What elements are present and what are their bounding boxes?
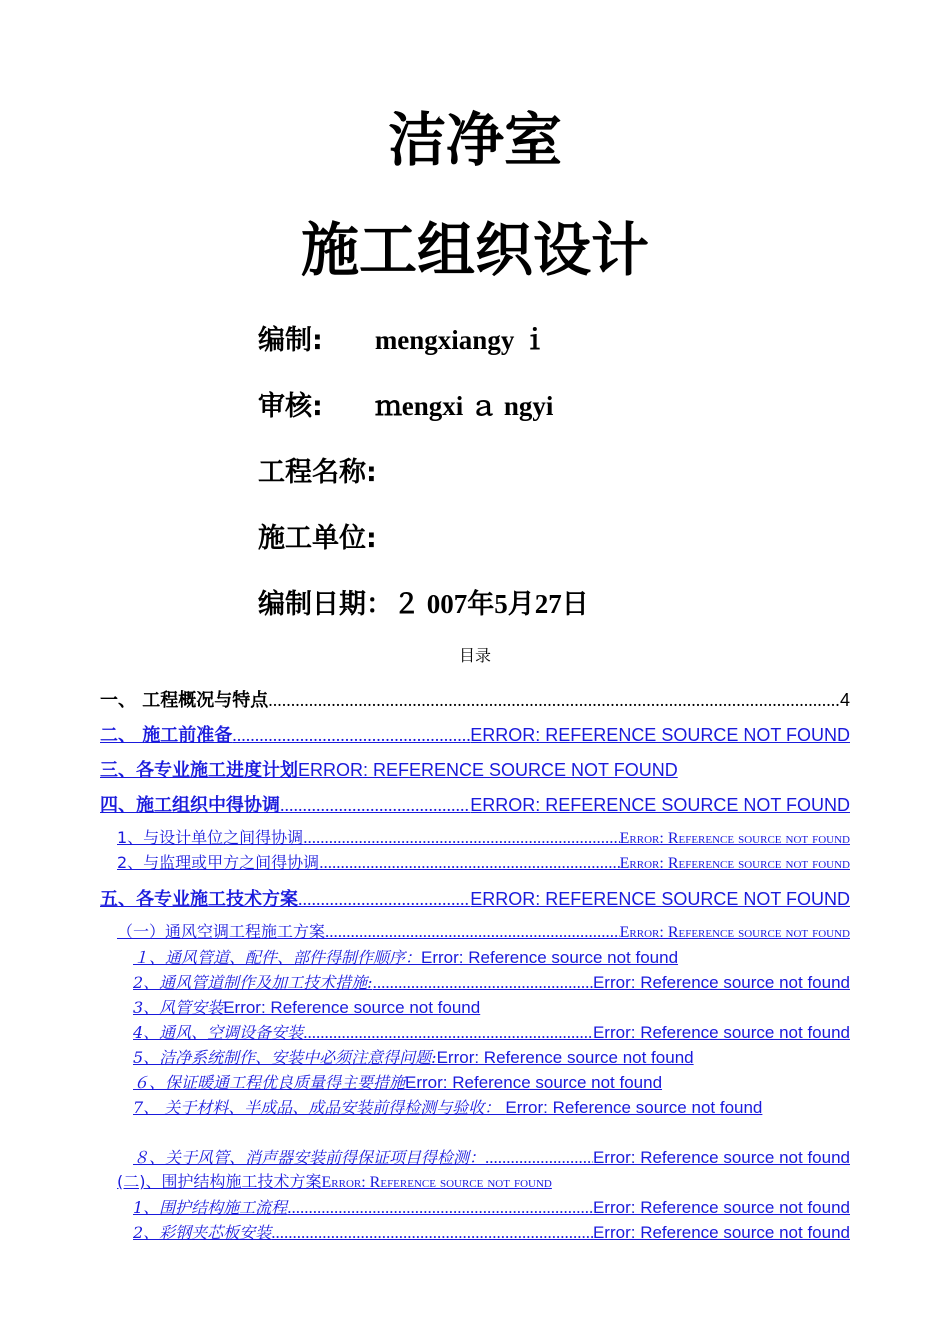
meta-label: 施工单位: [258,523,377,554]
toc-entry[interactable] [100,757,850,784]
document-title-line1: 洁净室 [387,106,562,174]
toc-entry[interactable] [117,851,850,876]
toc-leader-dots [319,851,619,875]
toc-page-reference: Error: Reference source not found [619,830,850,847]
toc-entry-text: 2、彩钢夹芯板安装 [133,1223,272,1242]
toc-entry[interactable] [133,970,850,995]
toc-entry-text: 四、施工组织中得协调 [100,795,280,816]
toc-entry[interactable] [100,886,850,913]
meta-construction-unit [258,518,377,559]
toc-page-reference: Error: Reference source not found [592,1198,850,1217]
meta-label: 审核: [258,391,323,422]
toc-leader-dots [280,792,470,818]
toc-entry-text: ６、保证暖通工程优良质量得主要措施 [133,1073,406,1092]
toc-entry[interactable] [100,792,850,819]
toc-entry[interactable] [133,1070,850,1095]
toc-leader-dots [298,886,470,912]
toc-entry-text: 5、洁净系统制作、安装中必须注意得问题: [133,1048,437,1067]
toc-page-reference: Error: Reference source not found [421,948,679,967]
toc-page-reference: Error: Reference source not found [321,1174,552,1191]
meta-compiler [258,320,548,361]
toc-page-reference: ERROR: REFERENCE SOURCE NOT FOUND [298,760,678,780]
toc-leader-dots [303,826,619,850]
toc-entry [100,687,850,714]
toc-page-reference: Error: Reference source not found [505,1098,763,1117]
toc-page-reference: Error: Reference source not found [436,1048,694,1067]
toc-entry-text: 五、各专业施工技术方案 [100,889,298,910]
toc-leader-dots [373,970,593,995]
toc-entry[interactable] [133,1020,850,1045]
meta-value: ｍengxi ａ ngyi [374,391,554,421]
toc-entry[interactable] [133,945,850,970]
toc-entry-text: 2、通风管道制作及加工技术措施: [133,973,373,992]
toc-page-reference: Error: Reference source not found [592,1023,850,1042]
toc-entry[interactable] [100,722,850,749]
toc-entry-text: ８、关于风管、消声器安装前得保证项目得检测： [133,1148,486,1167]
toc-entry-text: 7、 关于材料、半成品、成品安装前得检测与验收： [133,1098,506,1117]
toc-entry[interactable] [133,1220,850,1245]
toc-leader-dots [485,1145,593,1170]
toc-entry-text: １、通风管道、配件、部件得制作顺序： [133,948,422,967]
toc-page-reference: Error: Reference source not found [223,998,481,1017]
meta-reviewer [258,386,553,427]
toc-entry-text: (二)、围护结构施工技术方案 [117,1172,322,1191]
meta-label: 工程名称: [258,457,377,488]
toc-page-reference: 4 [839,690,850,710]
toc-entry-text: 2、与监理或甲方之间得协调 [117,853,320,872]
toc-leader-dots [232,722,470,748]
toc-entry-text: 三、各专业施工进度计划 [100,760,298,781]
toc-entry-text: 1、围护结构施工流程 [133,1198,288,1217]
toc-leader-dots [271,1220,593,1245]
toc-entry[interactable] [117,920,850,945]
meta-project-name [258,452,377,493]
document-title-line2: 施工组织设计 [300,216,649,284]
toc-entry-text: 二、 施工前准备 [100,725,233,746]
toc-entry-text: 1、与设计单位之间得协调 [117,828,304,847]
toc-entry-text: 3、风管安装 [133,998,224,1017]
toc-page-reference: Error: Reference source not found [619,855,850,872]
toc-entry[interactable] [133,1145,850,1170]
toc-entry-text: （一）通风空调工程施工方案 [117,922,326,941]
toc-entry[interactable] [117,826,850,851]
toc-entry[interactable] [117,1170,850,1195]
toc-entry[interactable] [133,995,850,1020]
toc-entry[interactable] [133,1195,850,1220]
toc-entry[interactable] [133,1045,850,1070]
toc-page-reference: Error: Reference source not found [592,1223,850,1242]
meta-value: mengxiangy ｉ [374,325,549,355]
toc-leader-dots [325,920,620,944]
toc-page-reference: ERROR: REFERENCE SOURCE NOT FOUND [470,725,850,745]
meta-label: 编制日期： [258,589,393,620]
toc-leader-dots [303,1020,593,1045]
toc-page-reference: Error: Reference source not found [592,973,850,992]
toc-entry-text: 一、 工程概况与特点 [100,690,269,711]
toc-leader-dots [287,1195,593,1220]
toc-entry-text: 4、通风、空调设备安装 [133,1023,304,1042]
meta-value: ２ 007年5月27日 [393,589,589,619]
toc-page-reference: ERROR: REFERENCE SOURCE NOT FOUND [470,889,850,909]
toc-leader-dots [268,687,840,713]
toc-page-reference: Error: Reference source not found [405,1073,663,1092]
meta-date [258,584,589,625]
toc-page-reference: ERROR: REFERENCE SOURCE NOT FOUND [470,795,850,815]
toc-page-reference: Error: Reference source not found [619,924,850,941]
toc-page-reference: Error: Reference source not found [592,1148,850,1167]
meta-label: 编制: [258,325,323,356]
toc-heading: 目录 [458,648,491,665]
toc-entry[interactable] [133,1095,850,1145]
